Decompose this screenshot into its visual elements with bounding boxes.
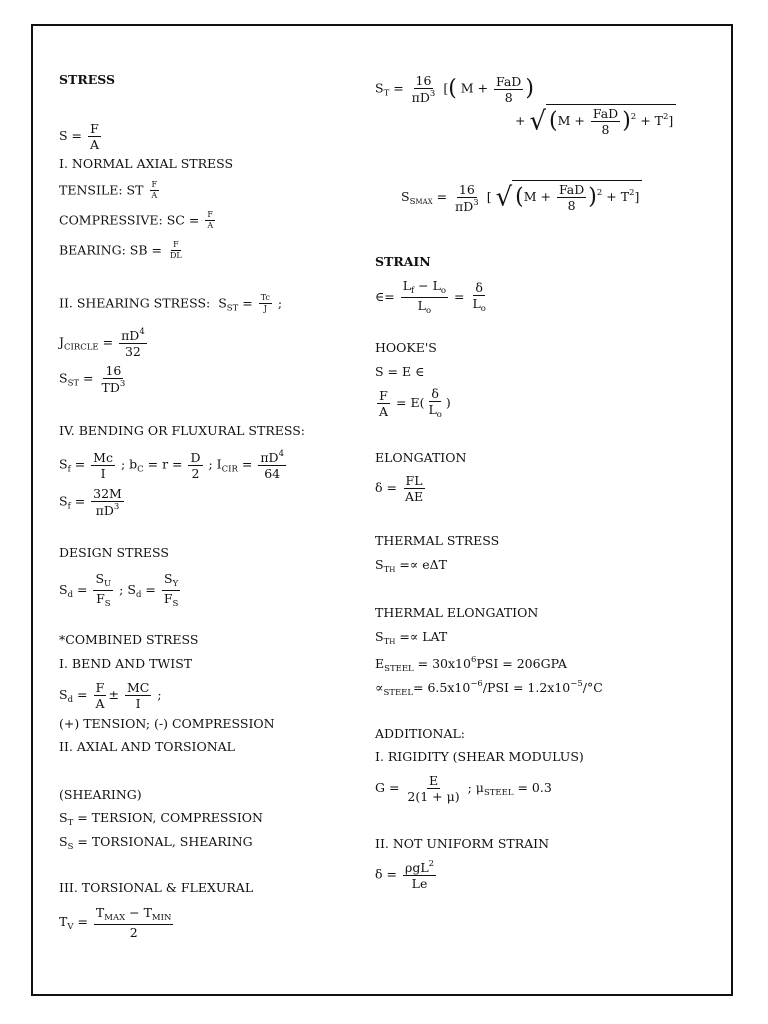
thermal-stress-heading: THERMAL STRESS: [375, 533, 500, 548]
axial-torsional-heading: II. AXIAL AND TORSIONAL: [59, 739, 235, 754]
hookes-heading: HOOKE'S: [375, 340, 437, 355]
sqrt-sign: √: [529, 106, 547, 137]
sqrt-sign: √: [495, 182, 513, 213]
compressive-formula: COMPRESSIVE: SC = $\frac{F}{A}$: [59, 210, 214, 231]
design-stress-heading: DESIGN STRESS: [59, 545, 169, 560]
bend-twist-heading: I. BEND AND TWIST: [59, 656, 193, 671]
not-uniform-strain-heading: II. NOT UNIFORM STRAIN: [375, 836, 550, 851]
strain-heading: STRAIN: [375, 254, 431, 269]
strain-formula: ∈= $\frac{L_f - L_o}{L_o}$ = $\frac{\delta}{L_o}$: [375, 278, 486, 316]
tv-formula: $T_V$ = $\frac{T_{MAX} - T_{MIN}}{2}$: [59, 905, 172, 940]
combined-stress-heading: *COMBINED STRESS: [59, 632, 199, 647]
bending-heading: IV. BENDING OR FLUXURAL STRESS:: [59, 423, 305, 438]
alpha-steel-formula: $\propto_{STEEL}= 6.5x10^{-6}/PSI = 1.2x10^{-5}/^\circ C$: [375, 679, 603, 698]
hookes-expanded: $\frac{F}{A}$ = E( $\frac{\delta}{L_o}$ ): [379, 386, 451, 421]
jcircle-formula: $J_{CIRCLE}$ = $\frac{\pi D^4}{32}$: [59, 327, 145, 360]
additional-heading: ADDITIONAL:: [375, 726, 466, 741]
stress-formula: S = $\frac{F}{A}$: [59, 121, 100, 153]
torsional-flexural-heading: III. TORSIONAL & FLEXURAL: [59, 880, 254, 895]
st-combined-formula-line1: $S_T$ = $\frac{16}{\pi D^3}$ [( M + $\frac{\text{FaD}}{8}$ ): [375, 73, 534, 106]
normal-axial-heading: I. NORMAL AXIAL STRESS: [59, 156, 234, 171]
ss-definition: $S_S$ = TORSIONAL, SHEARING: [59, 834, 253, 852]
thermal-stress-formula: $S_{TH} =\propto e\Delta T$: [375, 557, 448, 575]
rigidity-formula: G = $\frac{E}{2(1 + \mu)}$ ; $\mu_{STEEL} = 0.3$: [375, 773, 552, 805]
tensile-formula: TENSILE: ST $\frac{F}{A}$: [59, 180, 158, 201]
elongation-formula: δ = $\frac{FL}{AE}$: [375, 473, 424, 505]
shearing-stress-formula: II. SHEARING STRESS: $S_{ST}$ = $\frac{Tc}{J}$ ;: [59, 293, 283, 314]
bearing-formula: BEARING: SB = $\frac{F}{DL}$: [59, 240, 182, 261]
design-stress-formula: $S_d$ = $\frac{S_U}{F_S}$ ; $S_d$ = $\frac{S_Y}{F_S}$: [59, 571, 179, 609]
thermal-elongation-formula: $S_{TH}$ =∝ LAT: [375, 629, 448, 647]
sst-formula: $S_{ST}$ = $\frac{16}{TD^3}$: [59, 363, 126, 396]
stress-heading: STRESS: [59, 72, 116, 87]
esteel-formula: $E_{STEEL} = 30x10^6PSI = 206GPA$: [375, 655, 567, 674]
not-uniform-strain-formula: δ = $\frac{\rho gL^2}{Le}$: [375, 859, 435, 892]
st-combined-formula-line2: + √ (M + $\frac{\text{FaD}}{8}$ )$^2 + T^2$]: [515, 104, 676, 136]
hookes-law: S = E ∈: [375, 364, 425, 379]
ssmax-formula: $S_{SMAX}$ = $\frac{16}{\pi D^3}$ [ √ (M + $\frac{\text{FaD}}{8}$ )$^2 + T^2$]: [401, 180, 642, 213]
rigidity-heading: I. RIGIDITY (SHEAR MODULUS): [375, 749, 584, 764]
shearing-paren: (SHEARING): [59, 787, 142, 802]
sf-32m-formula: $S_f$ = $\frac{32M}{\pi D^3}$: [59, 486, 122, 519]
thermal-elongation-heading: THERMAL ELONGATION: [375, 605, 539, 620]
bending-formula: $S_f$ = $\frac{Mc}{I}$ ; $b_C = r$ = $\frac{D}{2}$ ; $I_{CIR}$ = $\frac{\pi D^4}{64}$: [59, 449, 284, 482]
bend-twist-formula: $S_d$ = $\frac{F}{A}$ ± $\frac{MC}{I}$ ;: [59, 680, 162, 712]
tension-compression-note: (+) TENSION; (-) COMPRESSION: [59, 716, 275, 731]
st-definition: $S_T$ = TERSION, COMPRESSION: [59, 810, 263, 828]
elongation-heading: ELONGATION: [375, 450, 467, 465]
